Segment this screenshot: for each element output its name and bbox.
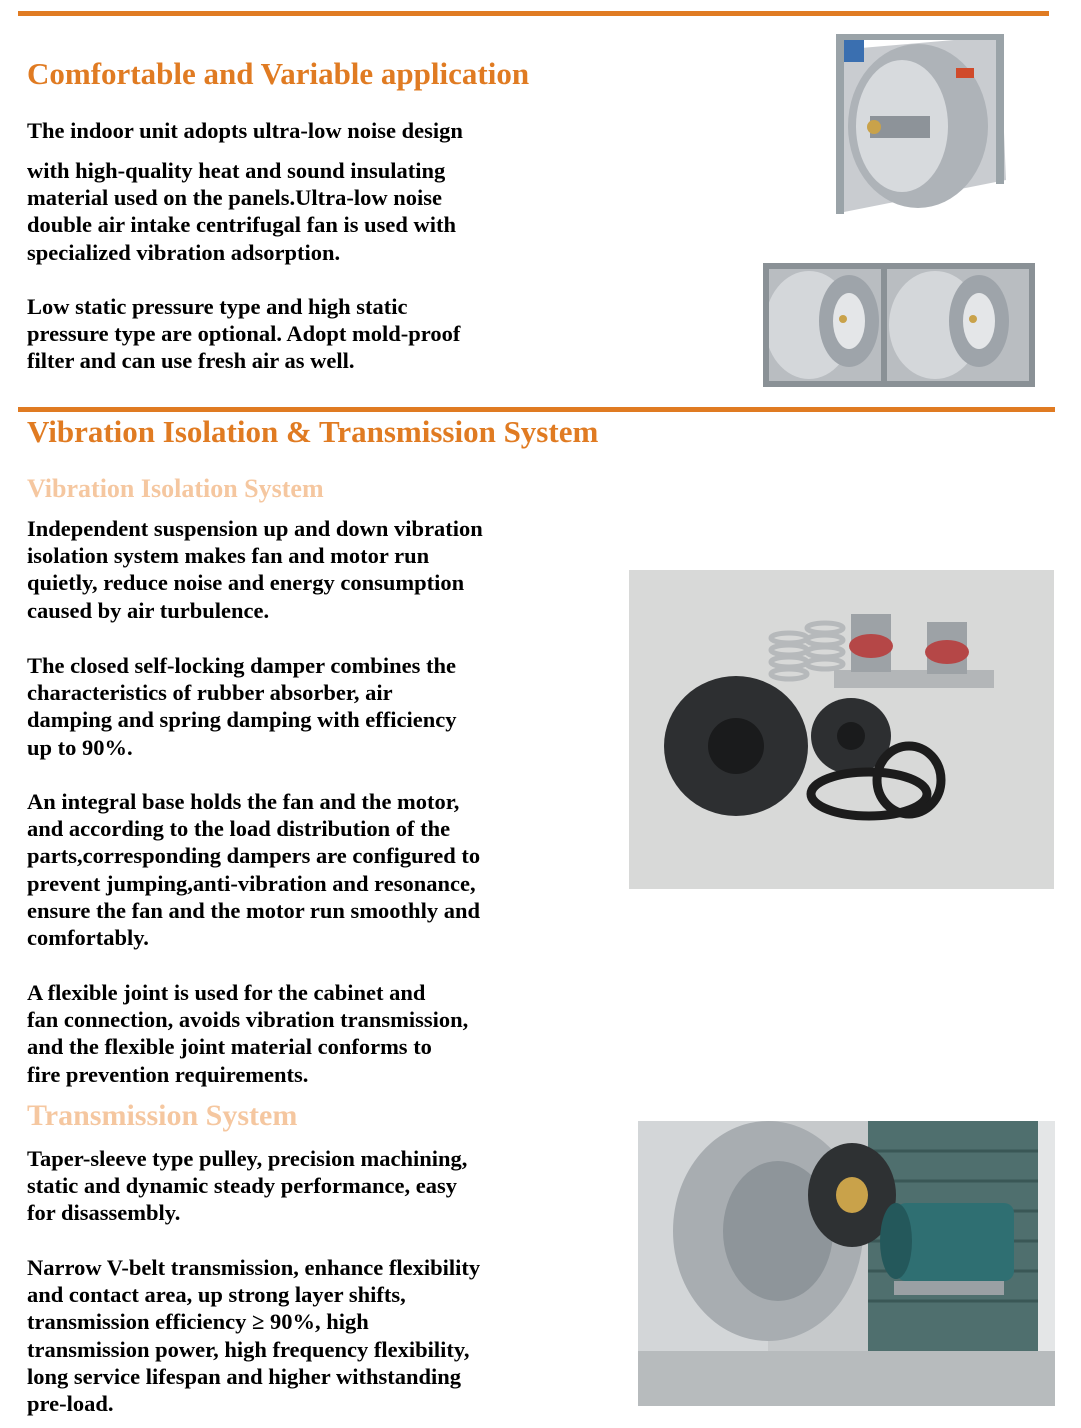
paragraph-integral-base: An integral base holds the fan and the motor, and according to the load distribution of the parts,corresponding dampers are configured to prevent jumping,anti-vibration and resonance, ensure the fan and the motor run smoothly and comfortably.	[27, 789, 481, 951]
paragraph-v-belt: Narrow V-belt transmission, enhance flexibility and contact area, up strong layer shifts, transmission efficiency ≥ 90%, high transmission power, high frequency flexibility, long service lifespan and higher withstanding pre-load.	[27, 1255, 481, 1417]
section-title-vibration-transmission: Vibration Isolation & Transmission System	[27, 414, 599, 449]
paragraph-damper: The closed self-locking damper combines the characteristics of rubber absorber, air damping and spring damping with efficiency up to 90%.	[27, 653, 457, 760]
single-fan-photo	[830, 30, 1010, 218]
double-fan-photo	[757, 255, 1039, 397]
motor-pulley-photo	[638, 1121, 1055, 1406]
section-divider	[18, 407, 1055, 412]
subtitle-vibration-isolation: Vibration Isolation System	[27, 474, 324, 503]
paragraph-taper-sleeve: Taper-sleeve type pulley, precision machining, static and dynamic steady performance, easy for disassembly.	[27, 1146, 468, 1226]
paragraph-flexible-joint: A flexible joint is used for the cabinet and fan connection, avoids vibration transmission, and the flexible joint material conforms to fire prevention requirements.	[27, 980, 469, 1087]
dampers-belt-photo	[629, 570, 1054, 889]
subtitle-transmission: Transmission System	[27, 1099, 298, 1132]
top-divider	[18, 11, 1049, 16]
paragraph-suspension: Independent suspension up and down vibration isolation system makes fan and motor run quietly, reduce noise and energy consumption caused by air turbulence.	[27, 516, 483, 623]
paragraph-insulation: with high-quality heat and sound insulating material used on the panels.Ultra-low noise double air intake centrifugal fan is used with specialized vibration adsorption.	[27, 158, 457, 265]
section-title-application: Comfortable and Variable application	[27, 56, 530, 91]
paragraph-static-pressure: Low static pressure type and high static pressure type are optional. Adopt mold-proof filter and can use fresh air as well.	[27, 294, 461, 374]
paragraph-noise-design: The indoor unit adopts ultra-low noise design	[27, 118, 463, 143]
